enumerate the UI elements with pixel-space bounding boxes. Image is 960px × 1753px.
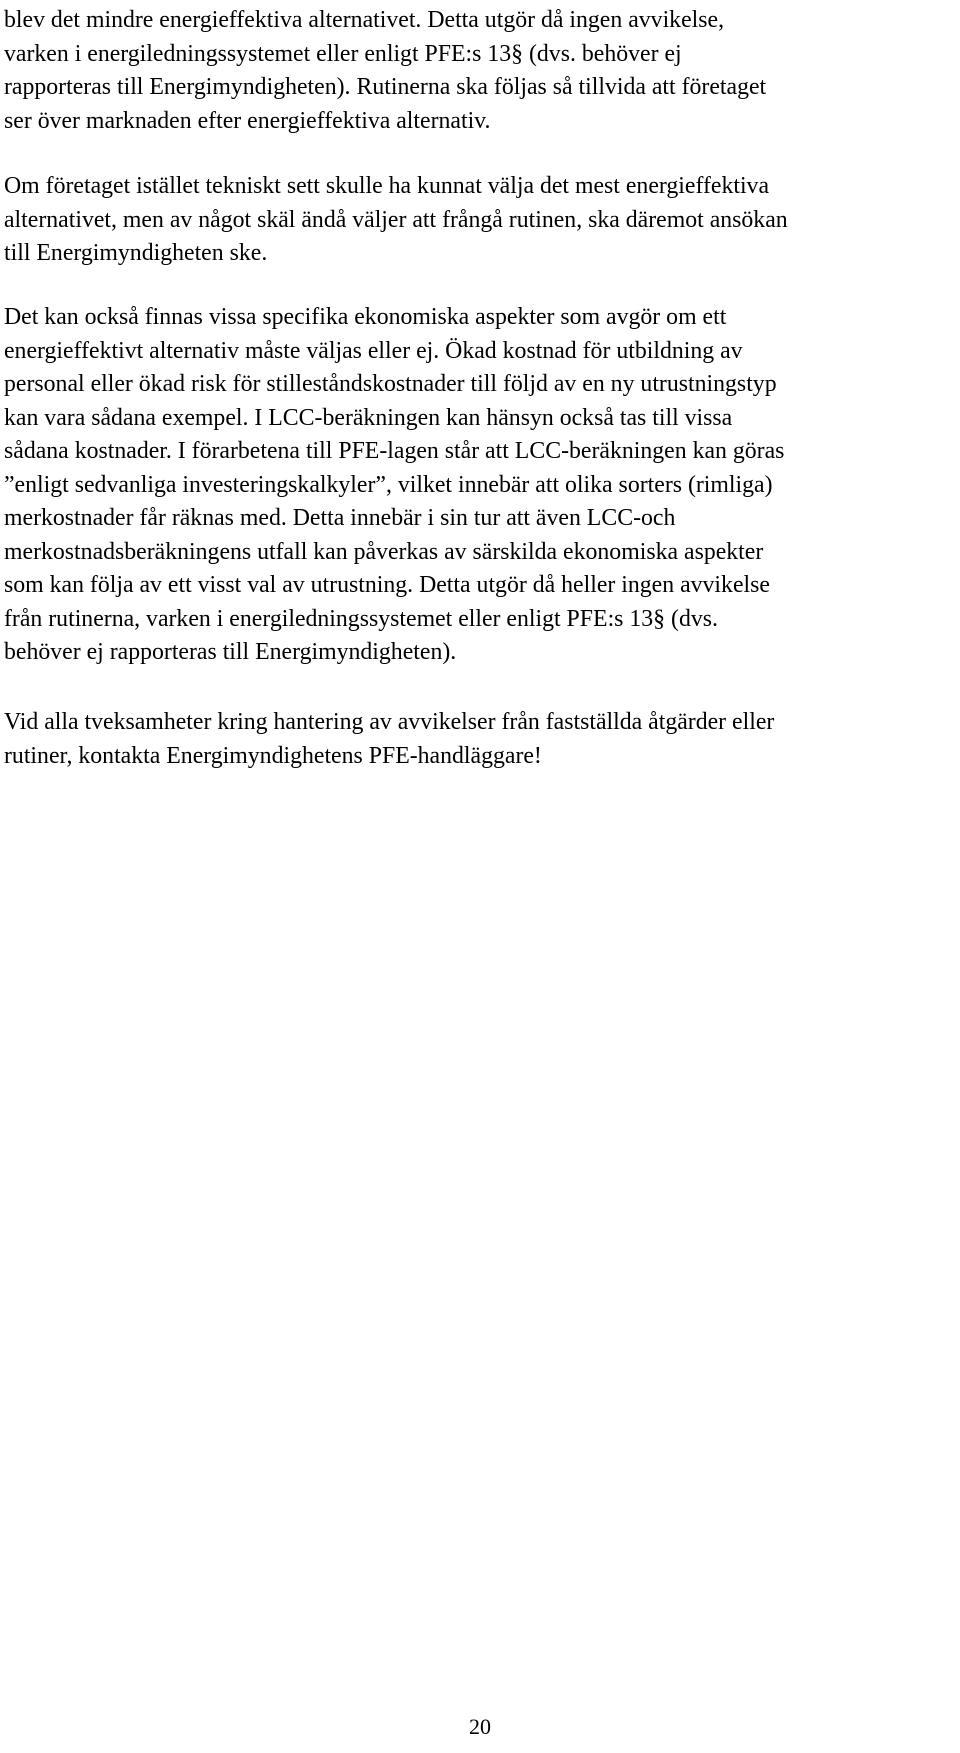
text-line: personal eller ökad risk för stilleståndskostnader till följd av en ny utrustningstyp [4,371,777,397]
text-line: från rutinerna, varken i energiledningssystemet eller enligt PFE:s 13§ (dvs. [4,605,718,632]
text-line: som kan följa av ett visst val av utrustning. Detta utgör då heller ingen avvikelse [4,572,770,598]
text-line: varken i energiledningssystemet eller enligt PFE:s 13§ (dvs. behöver ej [4,40,682,67]
text-line: ser över marknaden efter energieffektiva alternativ. [4,107,491,134]
text-line: sådana kostnader. I förarbetena till PFE-lagen står att LCC-beräkningen kan göras [4,438,785,464]
paragraph-application-required [4,170,952,271]
text-line: blev det mindre energieffektiva alternativet. Detta utgör då ingen avvikelse, [4,7,725,33]
paragraph-alternative-outcome [4,4,952,138]
text-line: Vid alla tveksamheter kring hantering av avvikelser från fastställda åtgärder eller [4,709,775,735]
text-line: alternativet, men av något skäl ändå väljer att frångå rutinen, ska däremot ansökan [4,206,788,233]
text-line: merkostnader får räknas med. Detta innebär i sin tur att även LCC-och [4,505,676,531]
text-line: rapporteras till Energimyndigheten). Rutinerna ska följas så tillvida att företaget [4,74,767,100]
page-number: 20 [469,1714,491,1739]
document-page [4,0,956,1753]
text-line: kan vara sådana exempel. I LCC-beräkningen kan hänsyn också tas till vissa [4,404,733,431]
paragraph-contact-pfe [4,706,952,773]
text-line: Det kan också finnas vissa specifika ekonomiska aspekter som avgör om ett [4,304,727,330]
text-line: Om företaget istället tekniskt sett skulle ha kunnat välja det mest energieffektiva [4,173,770,199]
text-line: ”enligt sedvanliga investeringskalkyler”, vilket innebär att olika sorters (rimliga) [4,471,773,498]
text-line: merkostnadsberäkningens utfall kan påverkas av särskilda ekonomiska aspekter [4,538,764,565]
text-line: energieffektivt alternativ måste väljas eller ej. Ökad kostnad för utbildning av [4,337,743,364]
text-line: till Energimyndigheten ske. [4,240,268,266]
text-line: behöver ej rapporteras till Energimyndigheten). [4,639,457,665]
text-line: rutiner, kontakta Energimyndighetens PFE-handläggare! [4,742,542,769]
paragraph-economic-aspects [4,301,952,670]
